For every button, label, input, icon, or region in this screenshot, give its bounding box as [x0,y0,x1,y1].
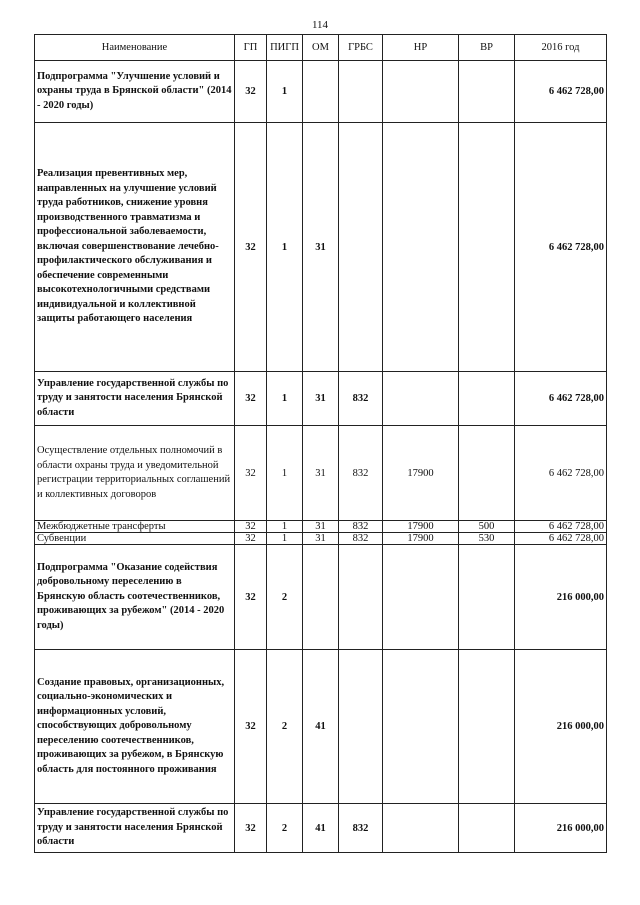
table-row [35,372,607,426]
row-gp: 32 [235,650,267,804]
row-pigp: 1 [267,521,303,533]
row-gp: 32 [235,372,267,426]
row-pigp: 1 [267,61,303,123]
table-row [35,521,607,533]
row-gp: 32 [235,123,267,372]
row-om: 41 [303,804,339,853]
row-vr [459,372,515,426]
header-year: 2016 год [515,35,607,61]
row-grbs: 832 [339,521,383,533]
row-pigp: 2 [267,650,303,804]
row-pigp: 1 [267,372,303,426]
row-name: Управление государственной службы по труду и занятости населения Брянской области [35,804,235,853]
row-pigp: 2 [267,545,303,650]
row-grbs [339,650,383,804]
row-pigp: 1 [267,533,303,545]
header-grbs: ГРБС [339,35,383,61]
row-name: Подпрограмма "Улучшение условий и охраны труда в Брянской области" (2014 - 2020 годы) [35,61,235,123]
row-gp: 32 [235,545,267,650]
table-row [35,426,607,521]
row-vr [459,650,515,804]
header-om: ОМ [303,35,339,61]
row-grbs [339,61,383,123]
row-name: Управление государственной службы по труду и занятости населения Брянской области [35,372,235,426]
table-row [35,533,607,545]
table-row [35,545,607,650]
row-name: Реализация превентивных мер, направленных на улучшение условий труда работников, снижение уровня производственного травматизма и профессиональной заболеваемости, включая совершенствование лечебно-профилактического обслуживания и обеспечение современными высокотехнологичными средствами индивидуальной и коллективной защиты работающего населения [35,123,235,372]
table-row [35,804,607,853]
row-sum: 216 000,00 [515,804,607,853]
row-name: Создание правовых, организационных, социально-экономических и информационных условий, способствующих добровольному переселению соотечественников, проживающих за рубежом, в Брянскую область для постоянного проживания [35,650,235,804]
row-sum: 6 462 728,00 [515,372,607,426]
table-row [35,123,607,372]
row-om: 31 [303,533,339,545]
row-sum: 216 000,00 [515,545,607,650]
budget-table [34,34,607,853]
row-grbs: 832 [339,804,383,853]
row-om: 31 [303,426,339,521]
row-name: Осуществление отдельных полномочий в области охраны труда и уведомительной регистрации территориальных соглашений и коллективных договоров [35,426,235,521]
row-nr [383,372,459,426]
row-nr: 17900 [383,521,459,533]
row-grbs [339,545,383,650]
row-nr [383,123,459,372]
page-number: 114 [311,19,329,31]
row-nr [383,650,459,804]
row-grbs [339,123,383,372]
row-nr: 17900 [383,426,459,521]
row-gp: 32 [235,61,267,123]
row-name: Подпрограмма "Оказание содействия добровольному переселению в Брянскую область соотечественников, проживающих за рубежом" (2014 - 2020 годы) [35,545,235,650]
row-sum: 6 462 728,00 [515,61,607,123]
row-sum: 6 462 728,00 [515,426,607,521]
row-pigp: 2 [267,804,303,853]
row-vr [459,804,515,853]
header-gp: ГП [235,35,267,61]
row-vr [459,545,515,650]
row-om [303,545,339,650]
row-om: 31 [303,123,339,372]
row-sum: 6 462 728,00 [515,521,607,533]
row-sum: 6 462 728,00 [515,123,607,372]
row-pigp: 1 [267,123,303,372]
row-name: Межбюджетные трансферты [35,521,235,533]
row-gp: 32 [235,804,267,853]
row-vr [459,123,515,372]
row-grbs: 832 [339,533,383,545]
row-gp: 32 [235,533,267,545]
row-grbs: 832 [339,426,383,521]
row-vr: 530 [459,533,515,545]
row-vr [459,61,515,123]
row-nr [383,545,459,650]
row-nr [383,804,459,853]
table-row [35,650,607,804]
row-pigp: 1 [267,426,303,521]
row-grbs: 832 [339,372,383,426]
header-vr: ВР [459,35,515,61]
row-sum: 6 462 728,00 [515,533,607,545]
row-om: 41 [303,650,339,804]
row-name: Субвенции [35,533,235,545]
row-nr [383,61,459,123]
table-row [35,61,607,123]
row-om: 31 [303,372,339,426]
row-vr [459,426,515,521]
table-header-row [35,35,607,61]
row-nr: 17900 [383,533,459,545]
header-name: Наименование [35,35,235,61]
row-gp: 32 [235,426,267,521]
row-om [303,61,339,123]
row-sum: 216 000,00 [515,650,607,804]
row-gp: 32 [235,521,267,533]
header-pigp: ПИГП [267,35,303,61]
row-vr: 500 [459,521,515,533]
header-nr: НР [383,35,459,61]
row-om: 31 [303,521,339,533]
